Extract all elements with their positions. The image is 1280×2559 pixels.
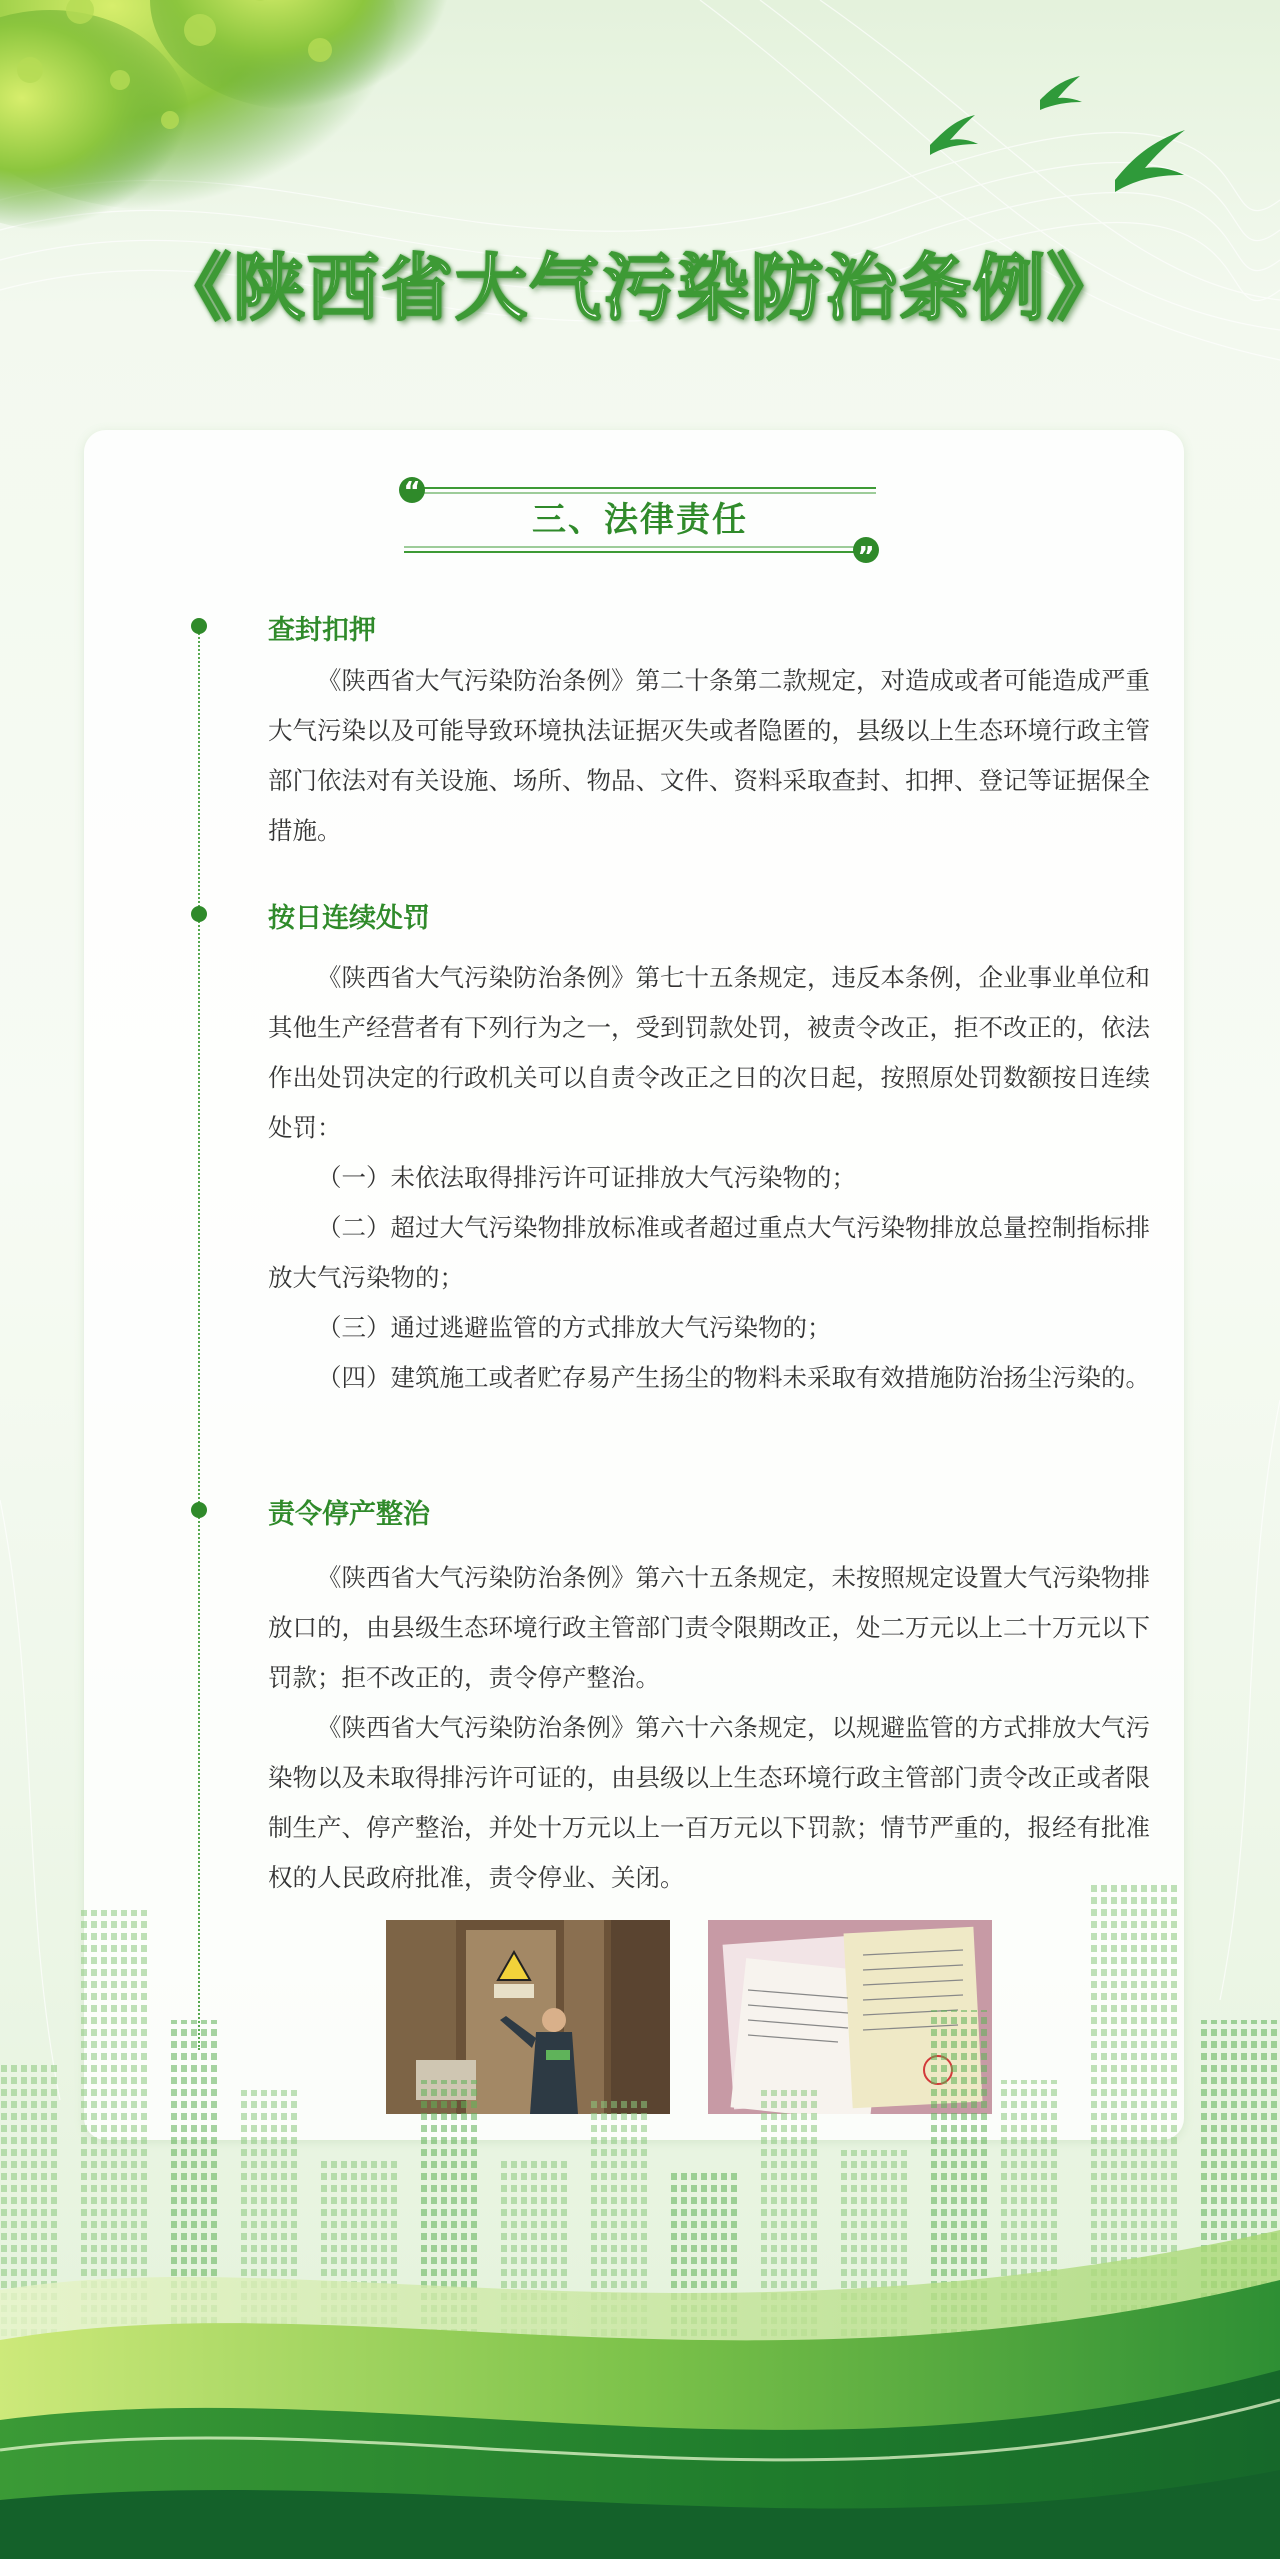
timeline-line: [198, 630, 200, 2050]
item-paragraph: （三）通过逃避监管的方式排放大气污染物的；: [317, 1313, 832, 1342]
bottom-waves-icon: [0, 2200, 1280, 2559]
timeline-dot-icon: [191, 618, 207, 634]
item-paragraph: 《陕西省大气污染防治条例》第七十五条规定，违反本条例，企业事业单位和其他生产经营者有下列行为之一，受到罚款处罚，被责令改正，拒不改正的，依法作出处罚决定的行政机关可以自责令改正之日的次日起，按照原处罚数额按日连续处罚：: [268, 963, 1150, 1142]
item-paragraph: 《陕西省大气污染防治条例》第六十六条规定，以规避监管的方式排放大气污染物以及未取得排污许可证的，由县级以上生态环境行政主管部门责令改正或者限制生产、停产整治，并处十万元以上一百万元以下罚款；情节严重的，报经有批准权的人民政府批准，责令停业、关闭。: [268, 1713, 1150, 1892]
birds-icon: [900, 60, 1200, 210]
item-heading-daily-penalty: 按日连续处罚: [268, 903, 430, 934]
section-header: [398, 470, 882, 570]
section-title: 三、法律责任: [532, 500, 748, 540]
item-paragraph: （四）建筑施工或者贮存易产生扬尘的物料未采取有效措施防治扬尘污染的。: [317, 1363, 1150, 1392]
item-heading-seizure: 查封扣押: [268, 615, 376, 646]
item-heading-suspend-production: 责令停产整治: [268, 1499, 430, 1530]
item-paragraph: （一）未依法取得排污许可证排放大气污染物的；: [317, 1163, 856, 1192]
main-title: 《陕西省大气污染防治条例》: [158, 246, 1121, 330]
item-paragraph: （二）超过大气污染物排放标准或者超过重点大气污染物排放总量控制指标排放大气污染物的；: [268, 1213, 1150, 1292]
svg-text:“: “: [403, 477, 421, 507]
item-paragraph: 《陕西省大气污染防治条例》第二十条第二款规定，对造成或者可能造成严重大气污染以及可能导致环境执法证据灭失或者隐匿的，县级以上生态环境行政主管部门依法对有关设施、场所、物品、文件、资料采取查封、扣押、登记等证据保全措施。: [268, 666, 1150, 845]
item-paragraph: 《陕西省大气污染防治条例》第六十五条规定，未按照规定设置大气污染物排放口的，由县级生态环境行政主管部门责令限期改正，处二万元以上二十万元以下罚款；拒不改正的，责令停产整治。: [268, 1563, 1150, 1692]
timeline-dot-icon: [191, 906, 207, 922]
timeline-dot-icon: [191, 1502, 207, 1518]
svg-text:”: ”: [857, 542, 875, 570]
